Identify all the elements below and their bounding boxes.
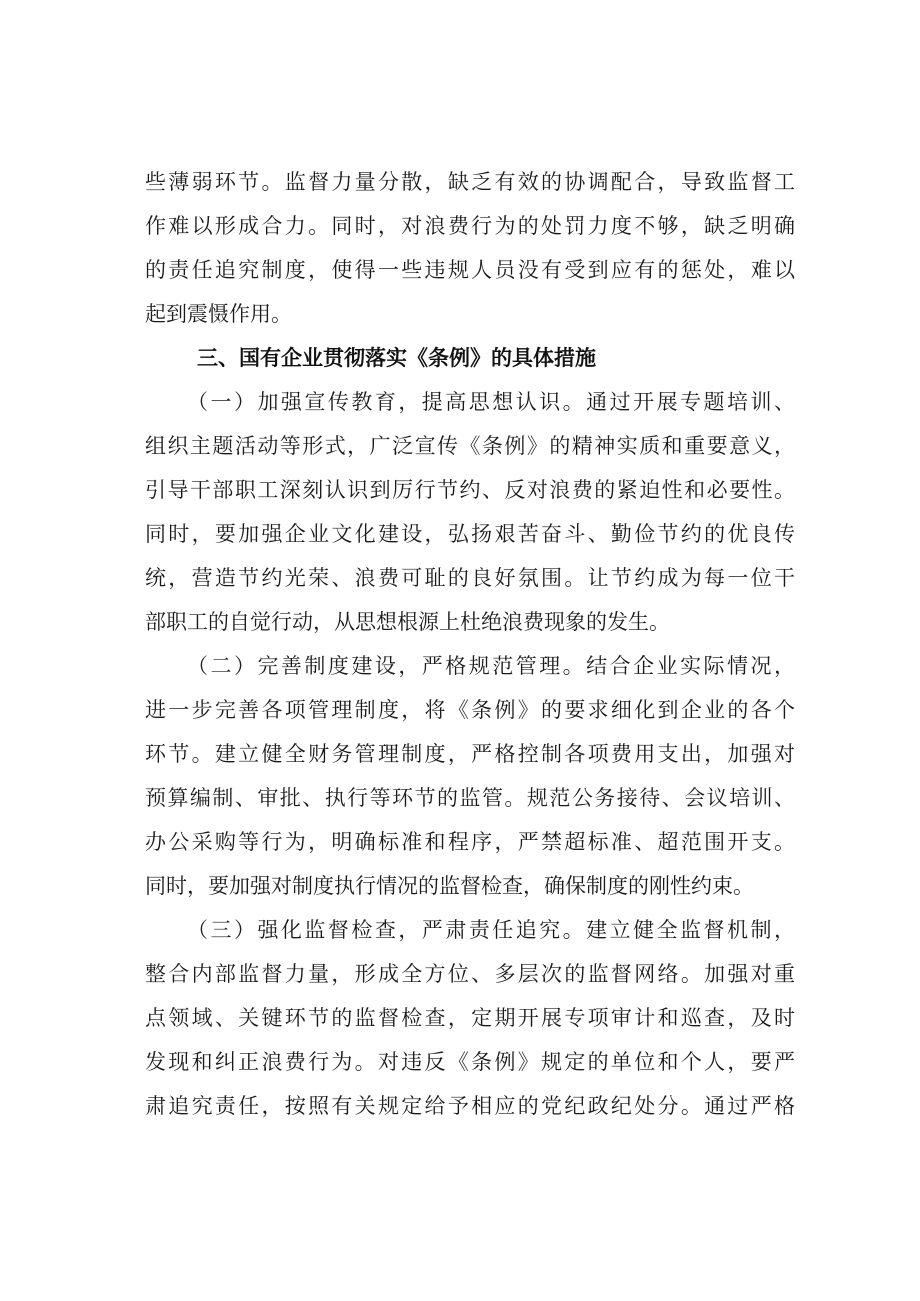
text-line: 发现和纠正浪费行为。对违反《条例》规定的单位和个人，要严	[145, 1050, 795, 1074]
paragraph-3	[145, 908, 795, 1128]
text-line: 办公采购等行为，明确标准和程序，严禁超标准、超范围开支。	[145, 830, 795, 854]
text-line: 的责任追究制度，使得一些违规人员没有受到应有的惩处，难以	[145, 258, 795, 282]
text-line: 环节。建立健全财务管理制度，严格控制各项费用支出，加强对	[145, 742, 795, 766]
text-line: 同时，要加强对制度执行情况的监督检查，确保制度的刚性约束。	[145, 874, 754, 898]
text-line: （二）完善制度建设，严格规范管理。结合企业实际情况，	[187, 654, 795, 678]
text-line: 作难以形成合力。同时，对浪费行为的处罚力度不够，缺乏明确	[145, 214, 795, 238]
text-line: 起到震慑作用。	[145, 302, 292, 326]
text-line: 些薄弱环节。监督力量分散，缺乏有效的协调配合，导致监督工	[145, 170, 795, 194]
text-line: 进一步完善各项管理制度，将《条例》的要求细化到企业的各个	[145, 698, 795, 722]
text-line: （三）强化监督检查，严肃责任追究。建立健全监督机制，	[187, 918, 795, 942]
intro-paragraph	[145, 160, 795, 336]
text-line: （一）加强宣传教育，提高思想认识。通过开展专题培训、	[187, 390, 795, 414]
text-line: 整合内部监督力量，形成全方位、多层次的监督网络。加强对重	[145, 962, 795, 986]
text-line: 预算编制、审批、执行等环节的监管。规范公务接待、会议培训、	[145, 786, 795, 810]
text-line: 引导干部职工深刻认识到厉行节约、反对浪费的紧迫性和必要性。	[145, 478, 795, 502]
text-line: 统，营造节约光荣、浪费可耻的良好氛围。让节约成为每一位干	[145, 566, 795, 590]
paragraph-1	[145, 380, 795, 644]
text-line: 组织主题活动等形式，广泛宣传《条例》的精神实质和重要意义，	[145, 434, 795, 458]
text-line: 同时，要加强企业文化建设，弘扬艰苦奋斗、勤俭节约的优良传	[145, 522, 795, 546]
section-heading: 三、国有企业贯彻落实《条例》的具体措施	[197, 346, 596, 370]
document-body	[145, 160, 795, 1128]
text-line: 点领域、关键环节的监督检查，定期开展专项审计和巡查，及时	[145, 1006, 795, 1030]
text-line: 部职工的自觉行动，从思想根源上杜绝浪费现象的发生。	[145, 610, 670, 634]
text-line: 肃追究责任，按照有关规定给予相应的党纪政纪处分。通过严格	[145, 1094, 795, 1118]
paragraph-2	[145, 644, 795, 908]
